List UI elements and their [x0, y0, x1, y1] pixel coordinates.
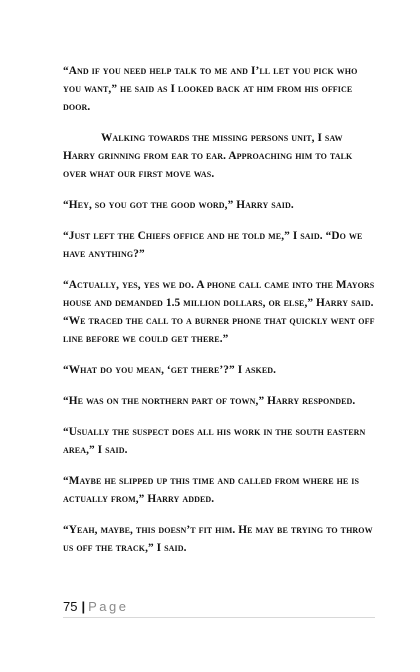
body-text	[63, 62, 375, 570]
footer-separator: |	[81, 599, 86, 614]
paragraph: “And if you need help talk to me and I’ll let you pick who you want,” he said as I looked back at him from his office door.	[63, 65, 358, 113]
paragraph: “He was on the northern part of town,” Harry responded.	[63, 395, 356, 407]
paragraph: “Yeah, maybe, this doesn’t fit him. He may be trying to throw us off the track,” I said.	[63, 524, 373, 554]
page-footer	[63, 598, 375, 618]
paragraph: “Hey, so you got the good word,” Harry said.	[63, 199, 294, 211]
paragraph: “What do you mean, ‘get there’?” I asked.	[63, 364, 277, 376]
paragraph: “Actually, yes, yes we do. A phone call came into the Mayors house and demanded 1.5 million dollars, or else,” Harry said. “We traced the call to a burner phone that quickly went off line before we could get there.”	[63, 279, 375, 345]
paragraph: “Maybe he slipped up this time and called from where he is actually from,” Harry added.	[63, 475, 360, 505]
paragraph: “Just left the Chiefs office and he told me,” I said. “Do we have anything?”	[63, 230, 363, 260]
paragraph: Walking towards the missing persons unit, I saw Harry grinning from ear to ear. Approaching him to talk over what our first move was.	[63, 132, 353, 180]
page-label: Page	[88, 599, 129, 614]
paragraph: “Usually the suspect does all his work in the south eastern area,” I said.	[63, 426, 366, 456]
page-number: 75	[63, 599, 78, 614]
